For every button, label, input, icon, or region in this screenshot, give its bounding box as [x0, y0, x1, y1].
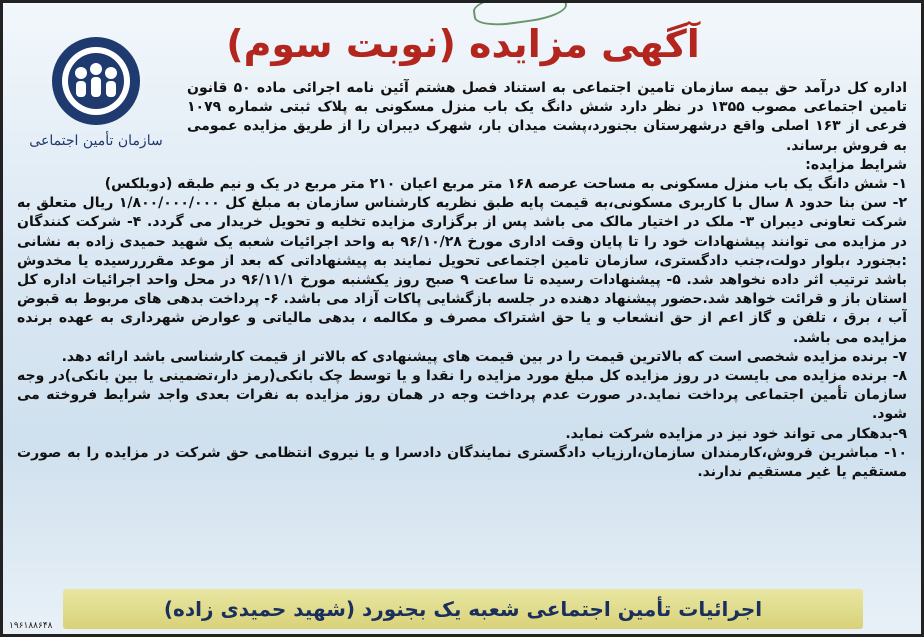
condition-item: ۱- شش دانگ یک باب منزل مسکونی به مساحت عرصه ۱۶۸ متر مربع اعیان ۲۱۰ متر مربع در یک و نیم طبقه (دوبلکس) [104, 176, 907, 193]
condition-item: ۲- سن بنا حدود ۸ سال با کاربری مسکونی،به قیمت پایه طبق نظریه کارشناس سازمان به مبلغ کل ۱/۸۰۰/۰۰۰/۰۰۰ ریال متعلق به شرکت تعاونی دیبران ۳- ملک در اختیار مالک می باشد پس از برگزاری مزایده تخلیه و تحویل خریدار می گردد. ۴- شرکت کنندگان در مزایده می توانند پیشنهادات خود را تا پایان وقت اداری مورخ ۹۶/۱۰/۲۸ به واحد اجرائیات شعبه یک شهید حمیدی زاده به نشانی :بجنورد ،بلوار دولت،جنب دادگستری، سازمان تامین اجتماعی تحویل نمایند به پیشنهاداتی که بعد از موعد مقرررسیده یا مخدوش باشد ترتیب اثر داده نخواهد شد. ۵- پیشنهادات رسیده تا ساعت ۹ صبح روز یکشنبه مورخ ۹۶/۱۱/۱ در محل واحد اجرائیات اداره کل استان باز و قرائت خواهد شد.حضور پیشنهاد دهنده در جلسه بازگشایی پاکات آزاد می باشد. ۶- پرداخت بدهی های مربوط به قبوض آب ، برق ، تلفن و گاز اعم از حق انشعاب و یا حق اشتراک مصرف و مکالمه ، بدهی مالیاتی و عوارض شهرداری به عهده برنده مزایده می باشد. [17, 195, 907, 346]
footer-issuer: اجرائیات تأمین اجتماعی شعبه یک بجنورد (شهید حمیدی زاده) [163, 597, 763, 621]
condition-item: ۸- برنده مزایده می بایست در روز مزایده کل مبلغ مورد مزایده را نقدا و یا توسط چک بانکی(رمز دار،تضمینی یا بین بانکی)در وجه سازمان تأمین اجتماعی پرداخت نماید.در صورت عدم پرداخت وجه در همان روز مزایده به نفرات بعدی واجد شرایط فروخته می شود. [17, 368, 907, 423]
notice-title: آگهی مزایده (نوبت سوم) [226, 22, 700, 66]
footer-band [63, 589, 863, 629]
notice-intro: اداره کل درآمد حق بیمه سازمان تامین اجتماعی به استناد فصل هشتم آئین نامه اجرائی ماده ۵۰ قانون تامین اجتماعی مصوب ۱۳۵۵ در نظر دارد شش دانگ یک باب منزل مسکونی به پلاک ثبتی شماره ۱۰۷۹ فرعی از ۱۶۳ اصلی واقع درشهرستان بجنورد،پشت میدان بار، شهرک دیبران را از طریق مزایده عمومی به فروش برساند. [187, 80, 907, 154]
condition-item: ۹-بدهکار می تواند خود نیز در مزایده شرکت نماید. [565, 425, 907, 442]
logo-caption: سازمان تأمین اجتماعی [29, 133, 163, 149]
condition-item: ۱۰- مباشرین فروش،کارمندان سازمان،ارزیاب دادگستری نمایندگان دادسرا و یا نیروی انتظامی حق شرکت در مزایده را به صورت مستقیم یا غیر مستقیم ندارند. [17, 444, 907, 481]
conditions-heading: شرایط مزایده: [805, 156, 907, 173]
condition-item: ۷- برنده مزایده شخصی است که بالاترین قیمت را در بین قیمت های پیشنهادی که بالاتر از قیمت کارشناسی باشد ارائه دهد. [61, 348, 907, 365]
print-code-number: ۱۹۶۱۸۸۶۴۸ [9, 621, 53, 631]
notice-body [17, 79, 907, 583]
